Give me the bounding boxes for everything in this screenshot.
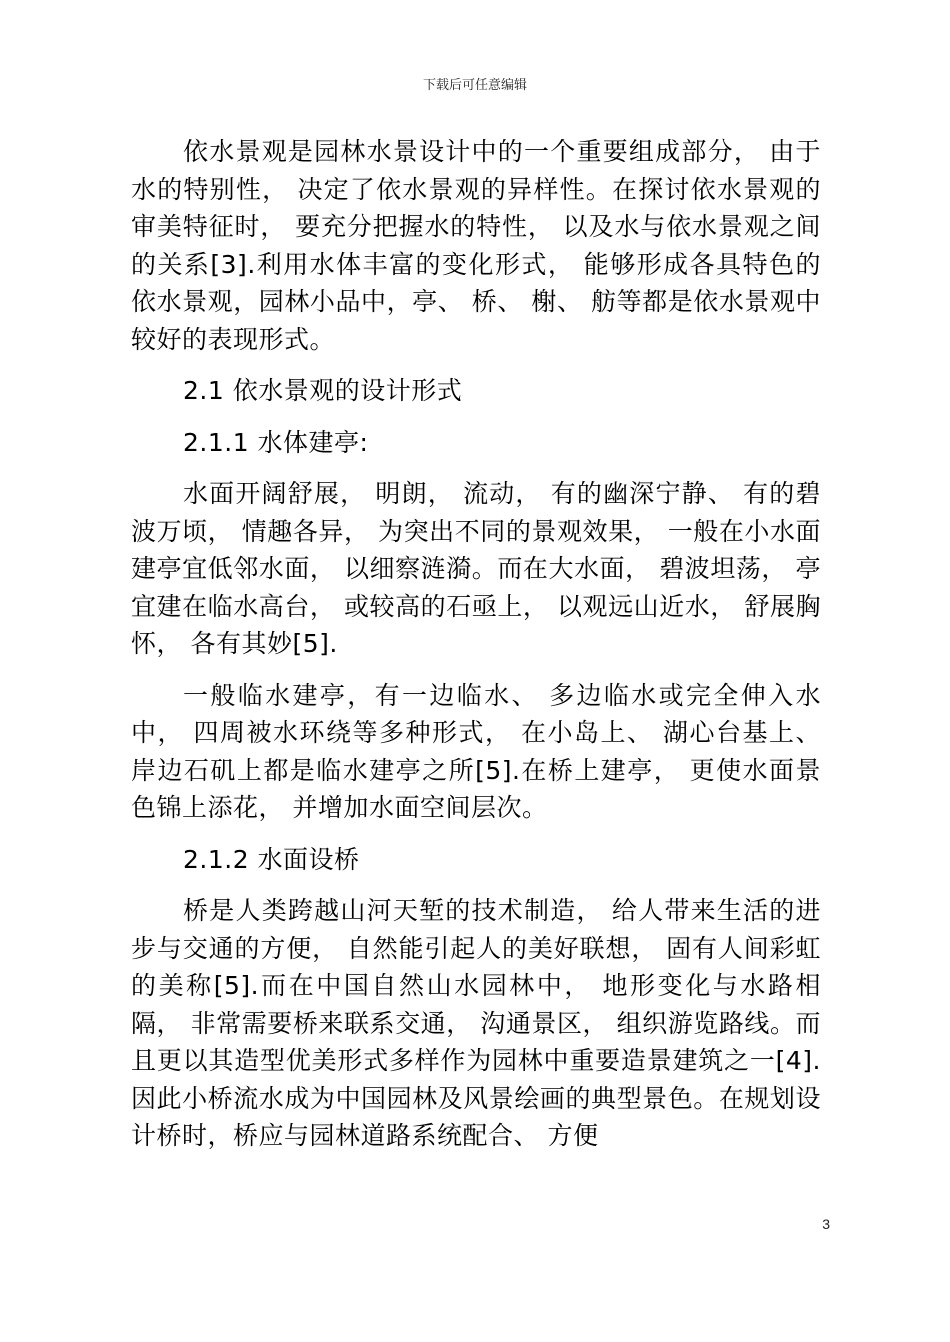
page-number: 3 <box>822 1216 830 1232</box>
subsection-heading: 2.1.1 水体建亭: <box>183 427 369 457</box>
body-paragraph: 水面开阔舒展， 明朗， 流动， 有的幽深宁静、 有的碧波万顷， 情趣各异， 为突出不同的景观效果， 一般在小水面建亭宜低邻水面， 以细察涟漪。而在大水面， 碧波坦荡， 亭宜建在临水高台， 或较高的石亟上， 以观远山近水， 舒展胸怀， 各有其妙[5]. <box>131 479 821 658</box>
subsection-heading: 2.1.2 水面设桥 <box>183 844 360 874</box>
page-header: 下载后可任意编辑 <box>422 78 527 93</box>
body-paragraph: 依水景观是园林水景设计中的一个重要组成部分， 由于水的特别性， 决定了依水景观的异样性。在探讨依水景观的审美特征时， 要充分把握水的特性， 以及水与依水景观之间的关系[3].利用水体丰富的变化形式， 能够形成各具特色的依水景观，园林小品中，亭、 桥、 榭、 舫等都是依水景观中较好的表现形式。 <box>131 137 821 354</box>
section-heading: 2.1 依水景观的设计形式 <box>183 376 463 405</box>
body-paragraph: 桥是人类跨越山河天堑的技术制造， 给人带来生活的进步与交通的方便， 自然能引起人的美好联想， 固有人间彩虹的美称[5].而在中国自然山水园林中， 地形变化与水路相隔， 非常需要桥来联系交通， 沟通景区， 组织游览路线。而且更以其造型优美形式多样作为园林中重要造景建筑之一[4].因此小桥流水成为中国园林及风景绘画的典型景色。在规划设计桥时，桥应与园林道路系统配合、 方便 <box>131 896 821 1150</box>
page-body <box>131 133 821 1169</box>
body-paragraph: 一般临水建亭，有一边临水、 多边临水或完全伸入水中， 四周被水环绕等多种形式， 在小岛上、 湖心台基上、 岸边石矶上都是临水建亭之所[5].在桥上建亭， 更使水面景色锦上添花， 并增加水面空间层次。 <box>131 680 821 822</box>
